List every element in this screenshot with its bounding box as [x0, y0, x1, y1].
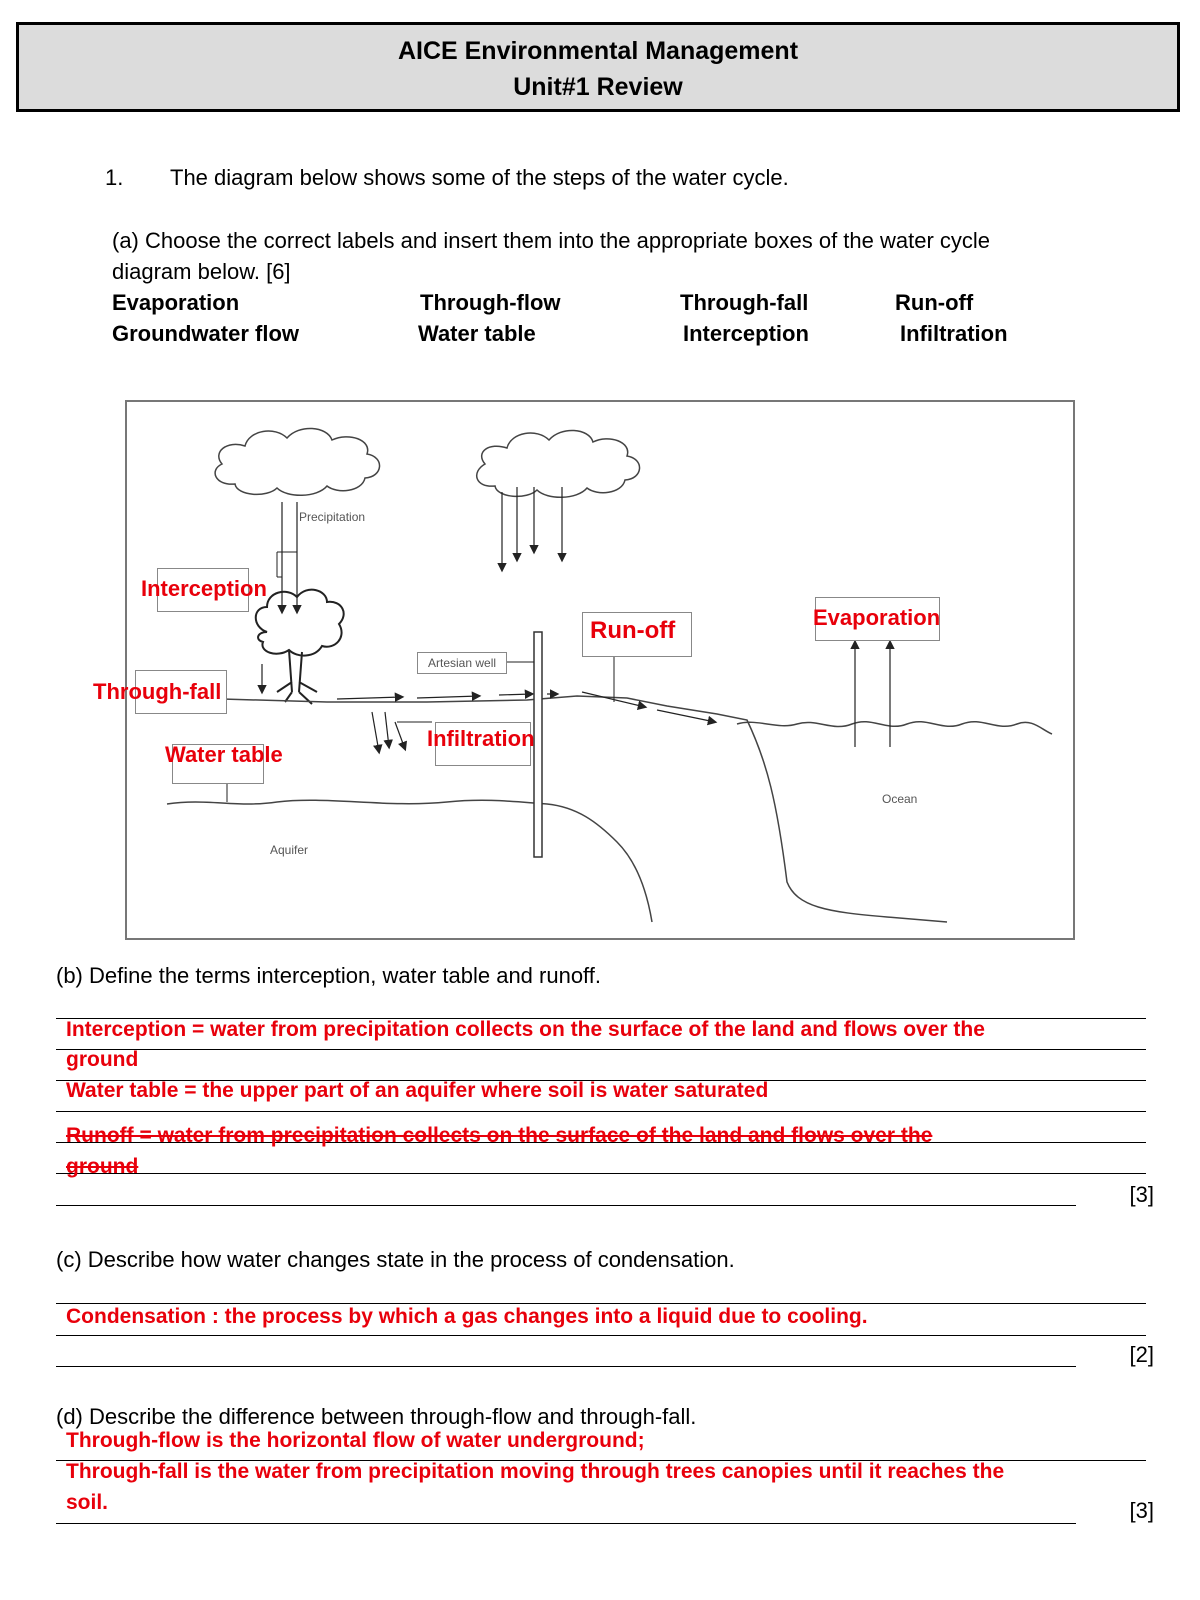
part-d-question: (d) Describe the difference between through-flow and through-fall.	[56, 1404, 697, 1429]
word-bank-item: Interception	[683, 321, 809, 346]
answer-line	[56, 1205, 1076, 1206]
page-title: AICE Environmental Management	[397, 37, 799, 65]
answer-line	[56, 1173, 1146, 1174]
answer-line	[56, 1303, 1146, 1304]
part-b-question: (b) Define the terms interception, water table and runoff.	[56, 963, 601, 988]
answer-run-off: Run-off	[590, 617, 676, 644]
diagram-drawing	[127, 402, 1077, 942]
part-a-instruction-line1: (a) Choose the correct labels and insert them into the appropriate boxes of the water cycle	[112, 228, 991, 253]
part-b-answer-runoff-line2: ground	[66, 1155, 139, 1178]
word-bank-item: Infiltration	[900, 321, 1008, 346]
part-b-answer-water-table: Water table = the upper part of an aquifer where soil is water saturated	[66, 1079, 769, 1102]
word-bank-item: Run-off	[895, 290, 974, 315]
part-b-answer-interception-line1: Interception = water from precipitation collects on the surface of the land and flows over the	[66, 1018, 985, 1041]
part-b-answer-runoff-line1: Runoff = water from precipitation collects on the surface of the land and flows over the	[66, 1124, 933, 1147]
part-d-marks: [3]	[1129, 1498, 1154, 1523]
part-c-marks: [2]	[1129, 1342, 1154, 1367]
answer-line	[56, 1523, 1076, 1524]
question-1-text: The diagram below shows some of the steps of the water cycle.	[170, 165, 789, 190]
part-d-answer-through-fall-line2: soil.	[66, 1491, 109, 1514]
answer-line	[56, 1335, 1146, 1336]
answer-line	[56, 1366, 1076, 1367]
part-c-answer: Condensation : the process by which a gas changes into a liquid due to cooling.	[66, 1305, 868, 1328]
part-c-question: (c) Describe how water changes state in the process of condensation.	[56, 1247, 735, 1272]
answer-water-table: Water table	[165, 742, 283, 767]
tree-icon	[256, 590, 344, 656]
word-bank-item: Through-fall	[680, 290, 809, 315]
aquifer-label: Aquifer	[270, 843, 309, 857]
page-subtitle: Unit#1 Review	[513, 73, 683, 101]
artesian-well-box	[417, 652, 507, 674]
answer-line	[56, 1049, 1146, 1050]
part-d-answer-through-fall-line1: Through-fall is the water from precipitation moving through trees canopies until it reaches the	[66, 1460, 1005, 1483]
word-bank-item: Groundwater flow	[112, 321, 299, 346]
question-number: 1.	[105, 165, 124, 190]
water-cycle-diagram	[93, 400, 1075, 940]
answer-infiltration: Infiltration	[427, 726, 535, 751]
artesian-well-label: Artesian well	[428, 656, 497, 670]
answer-interception: Interception	[141, 576, 267, 601]
part-d-answer-through-flow: Through-flow is the horizontal flow of water underground;	[66, 1429, 645, 1452]
cloud-icon	[477, 430, 640, 497]
word-bank-item: Through-flow	[420, 290, 561, 315]
part-a-instruction-line2: diagram below. [6]	[112, 259, 291, 284]
ocean-label: Ocean	[882, 792, 918, 806]
part-b-answer-interception-line2: ground	[66, 1048, 139, 1071]
word-bank-item: Evaporation	[112, 290, 240, 315]
answer-line	[56, 1111, 1146, 1112]
answer-evaporation: Evaporation	[813, 605, 941, 630]
answer-through-fall: Through-fall	[93, 679, 222, 704]
part-b-marks: [3]	[1129, 1182, 1154, 1207]
title-box	[16, 22, 1180, 112]
cloud-icon	[215, 428, 379, 495]
word-bank-item: Water table	[418, 321, 536, 346]
precipitation-label: Precipitation	[299, 510, 366, 524]
